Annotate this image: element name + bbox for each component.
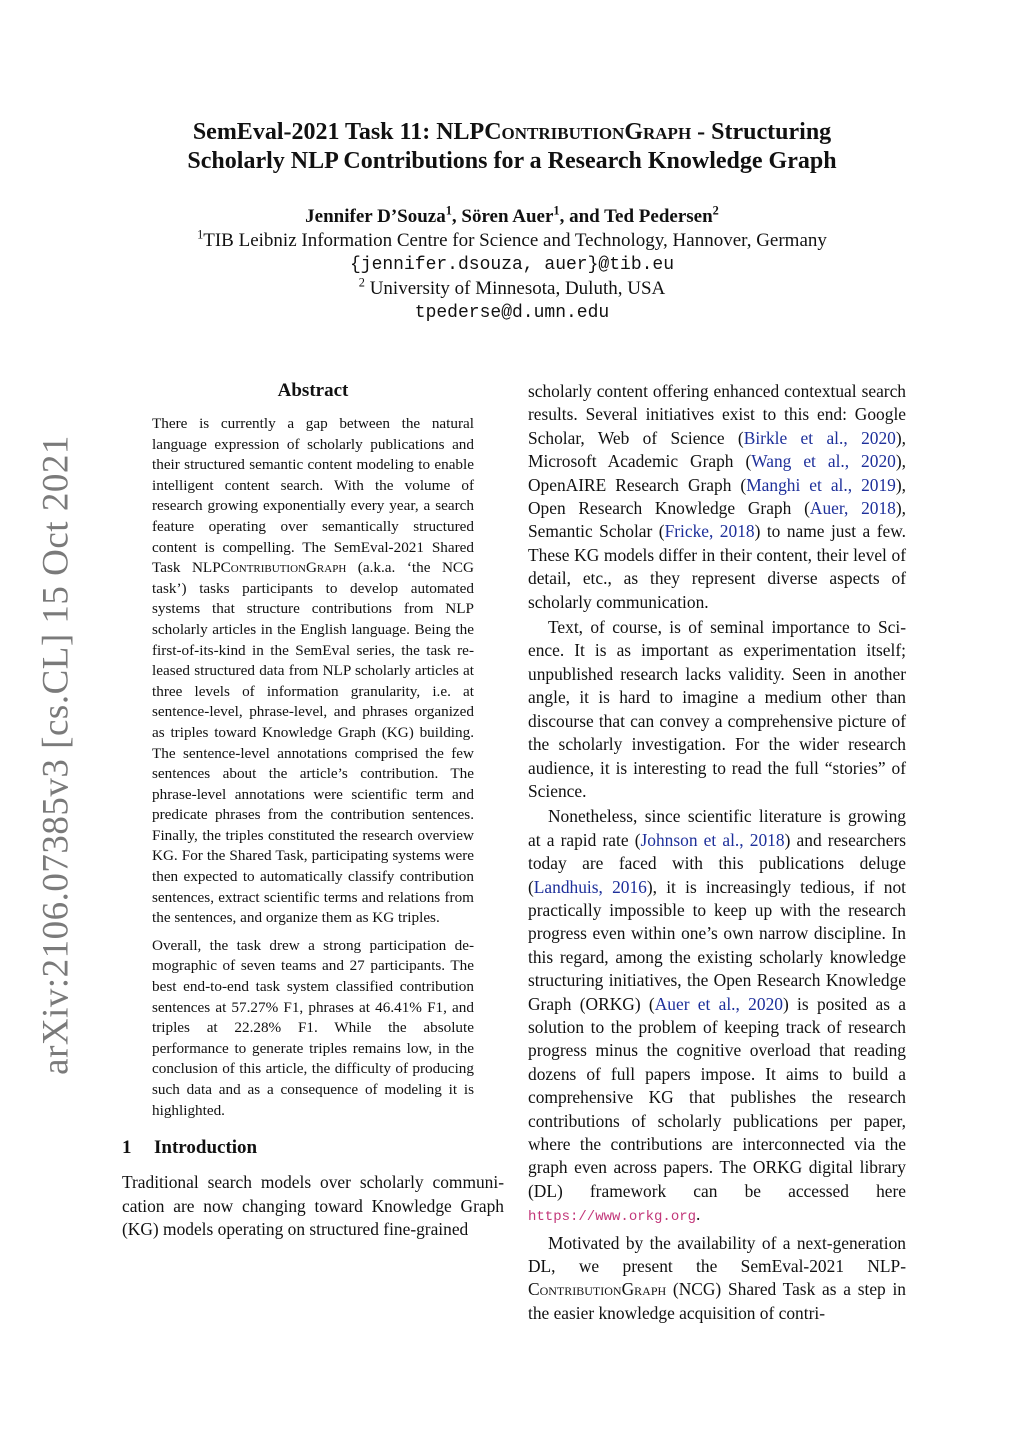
- rp3-d: ) is posited as a solution to the problem of keeping track of research progress minus the cognitive overload that reading dozens of full papers impose. It aims to build a comprehensive KG that publishes the research contributions of scholarly publications per paper, where the contributions are interconnected via the graph even across papers. The ORKG digital library (DL) framework can be accessed here: [528, 993, 906, 1201]
- section-heading-introduction: [122, 1137, 504, 1159]
- title-part-2: ContributionGraph: [484, 119, 692, 145]
- affiliation-2-sup: 2: [358, 275, 365, 290]
- intro-paragraph-1: Traditional search models over scholarly communication are now changing toward Knowledge Graph (KG) models operating on structured fine-grained: [122, 1172, 504, 1239]
- left-column: [122, 380, 504, 1241]
- citation-link-fricke[interactable]: Fricke, 2018: [664, 521, 755, 542]
- email-1[interactable]: {jennifer.dsouza, auer}@tib.eu: [349, 255, 675, 275]
- abstract-p1-smallcaps: ContributionGraph: [220, 559, 347, 577]
- author-1: Jennifer D’Souza: [305, 206, 446, 227]
- citation-link-landhuis[interactable]: Landhuis, 2016: [533, 876, 647, 897]
- orkg-url-link[interactable]: https://www.orkg.org: [528, 1209, 697, 1226]
- abstract-p1-part-a: There is currently a gap between the natural language expression of scholarly publications and their structured semantic content modeling to enable intelligent content search. With the volume of research growing exponentially every year, a search feature operating over semantically structured content is compelling. The SemEval-2021 Shared Task NLP: [152, 415, 474, 577]
- citation-link-wang[interactable]: Wang et al., 2020: [751, 451, 896, 472]
- arxiv-identifier-stamp: [24, 435, 88, 1075]
- rp1-d: ), Open Research Knowledge Graph (: [528, 474, 906, 519]
- abstract-paragraph-2: Overall, the task drew a strong participation demographic of seven teams and 27 participants. The best end-to-end task system classified contribution sentences at 57.27% F1, phrases at 46.41% F1, and triples at 22.28% F1. While the absolute performance to generate triples remains low, in the conclusion of this article, the difficulty of producing such data and as a consequence of modeling it is highlighted.: [152, 936, 474, 1119]
- affiliation-1-text: TIB Leibniz Information Centre for Science and Technology, Hannover, Germany: [203, 230, 827, 251]
- author-3: , and Ted Pedersen: [559, 206, 713, 227]
- affiliation-2-text: University of Minnesota, Duluth, USA: [364, 278, 666, 299]
- rp4-a: Motivated by the availability of a next-generation DL, we present the SemEval-2021 NLP-: [528, 1232, 906, 1277]
- title-line-2: Scholarly NLP Contributions for a Research Knowledge Graph: [187, 148, 837, 174]
- citation-link-auer-2018[interactable]: Auer, 2018: [809, 498, 896, 519]
- arxiv-identifier-text: arXiv:2106.07385v3 [cs.CL] 15 Oct 2021: [35, 435, 77, 1075]
- intro-left-text: [122, 1171, 504, 1241]
- right-paragraph-1: [528, 380, 906, 614]
- citation-link-auer-2020[interactable]: Auer et al., 2020: [654, 993, 783, 1014]
- citation-link-johnson[interactable]: Johnson et al., 2018: [640, 829, 785, 850]
- rp4-b: (NCG) Shared Task as a step in the easier knowledge acquisition of contri-: [528, 1279, 906, 1323]
- affiliation-1: [130, 229, 894, 253]
- title-part-3: - Structuring: [691, 119, 832, 145]
- rp1-a: scholarly content offering enhanced contextual search results. Several initiatives exist to this end: Google Scholar, Web of Science (: [528, 381, 906, 448]
- rp4-smallcaps: ContributionGraph: [528, 1279, 667, 1300]
- rp3-a: Nonetheless, since scientific literature is growing at a rapid rate (: [528, 806, 906, 850]
- section-title: Introduction: [154, 1137, 258, 1159]
- author-2-sup: 1: [553, 203, 560, 218]
- affiliation-1-sup: 1: [197, 227, 204, 242]
- author-3-sup: 2: [712, 203, 719, 218]
- author-block: [130, 205, 894, 325]
- right-paragraph-2: Text, of course, is of seminal importance to Science. It is as important as experimentation itself; unpublished research lacks validity. Seen in another angle, it is hard to imagine a medium other than discourse that can convey a comprehensive picture of the scholarly investigation. For the wider research audience, it is interesting to read the full “stories” of Science.: [528, 617, 906, 801]
- abstract-paragraph-1: [152, 414, 474, 929]
- citation-link-manghi[interactable]: Manghi et al., 2019: [746, 474, 896, 495]
- section-number: 1: [122, 1137, 132, 1159]
- affiliation-2: [130, 277, 894, 301]
- email-2[interactable]: tpederse@d.umn.edu: [414, 303, 610, 323]
- rp1-b: ), Microsoft Academic Graph (: [528, 427, 907, 472]
- author-names: [130, 205, 894, 229]
- paper-title: [130, 118, 894, 176]
- abstract-heading: Abstract: [277, 380, 349, 401]
- rp1-e: ), Semantic Scholar (: [528, 498, 906, 542]
- abstract-p1-part-b: (a.k.a. ‘the NCG task’) tasks participants to develop automated systems that structure contributions from NLP scholarly articles in the English language. Being the first-of-its-kind in the SemEval series, the task released structured data from NLP scholarly articles at three levels of information granularity, i.e. at sentence-level, phrase-level, and phrases organized as triples toward Knowledge Graph (KG) building. The sentence-level annotations comprised the few sentences about the article’s contribution. The phrase-level annotations were scientific term and predicate phrases from the contribution sentences. Finally, the triples constituted the research overview KG. For the Shared Task, participating systems were then expected to automatically classify contribution sentences, extract scientific terms and relations from the sentences, and organize them as KG triples.: [152, 559, 475, 927]
- author-2: , Sören Auer: [451, 206, 554, 227]
- rp1-c: ), OpenAIRE Research Graph (: [528, 451, 906, 495]
- rp1-f: ) to name just a few. These KG models differ in their content, their level of detail, etc., as they represent diverse aspects of scholarly communication.: [528, 521, 907, 612]
- rp3-c: ), it is increasingly tedious, if not practically impossible to keep up with the research progress even within one’s own narrow discipline. In this regard, among the existing scholarly knowledge structuring initiatives, the Open Research Knowledge Graph (ORKG) (: [528, 876, 906, 1014]
- right-paragraph-4: [528, 1232, 906, 1326]
- citation-link-birkle[interactable]: Birkle et al., 2020: [743, 427, 896, 448]
- author-1-sup: 1: [445, 203, 452, 218]
- abstract-body: [152, 414, 474, 1121]
- title-part-1: SemEval-2021 Task 11: NLP: [192, 119, 485, 145]
- rp3-e: .: [696, 1204, 701, 1225]
- rp3-b: ) and researchers today are faced with this publications deluge (: [528, 829, 906, 897]
- right-column: [528, 380, 906, 1325]
- right-paragraph-3: [528, 805, 906, 1229]
